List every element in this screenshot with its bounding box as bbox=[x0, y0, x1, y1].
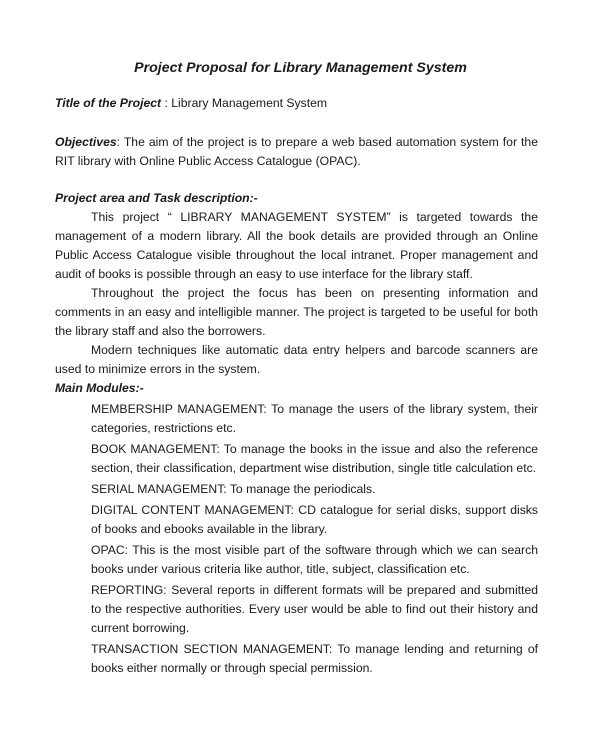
project-title-label: Title of the Project bbox=[55, 96, 162, 110]
objectives-text: : The aim of the project is to prepare a web based automation system for the RIT library with Online Public Access Catalogue (OPAC). bbox=[55, 135, 538, 168]
module-item: DIGITAL CONTENT MANAGEMENT: CD catalogue for serial disks, support disks of books and ebooks available in the library. bbox=[91, 503, 538, 536]
module-item: MEMBERSHIP MANAGEMENT: To manage the users of the library system, their categories, restrictions etc. bbox=[91, 402, 538, 435]
description-paragraph: This project “ LIBRARY MANAGEMENT SYSTEM” is targeted towards the management of a modern library. All the book details are provided through an Online Public Access Catalogue visible throughout the local intranet. Proper management and audit of books is possible through an easy to use interface for the library staff. bbox=[55, 210, 538, 281]
description-paragraph: Throughout the project the focus has been on presenting information and comments in an easy and intelligible manner. The project is targeted to be useful for both the library staff and also the borrowers. bbox=[55, 286, 538, 338]
main-modules-heading: Main Modules:- bbox=[55, 381, 144, 395]
project-title-value: : Library Management System bbox=[161, 96, 328, 110]
description-paragraph: Modern techniques like automatic data entry helpers and barcode scanners are used to minimize errors in the system. bbox=[55, 343, 538, 376]
module-item: SERIAL MANAGEMENT: To manage the periodicals. bbox=[91, 482, 376, 496]
modules-list bbox=[55, 400, 538, 678]
project-area-heading: Project area and Task description:- bbox=[55, 191, 258, 205]
project-title-line bbox=[55, 94, 538, 113]
module-item: BOOK MANAGEMENT: To manage the books in the issue and also the reference section, their classification, department wise distribution, single title calculation etc. bbox=[91, 442, 538, 475]
module-item: OPAC: This is the most visible part of the software through which we can search books under various criteria like author, title, subject, classification etc. bbox=[91, 543, 538, 576]
objectives-paragraph bbox=[55, 133, 538, 171]
module-item: REPORTING: Several reports in different formats will be prepared and submitted to the respective authorities. Every user would be able to find out their history and current borrowing. bbox=[91, 583, 538, 635]
document-title: Project Proposal for Library Management System bbox=[134, 60, 467, 76]
module-item: TRANSACTION SECTION MANAGEMENT: To manage lending and returning of books either normally or through special permission. bbox=[91, 642, 538, 675]
objectives-label: Objectives bbox=[55, 135, 117, 149]
